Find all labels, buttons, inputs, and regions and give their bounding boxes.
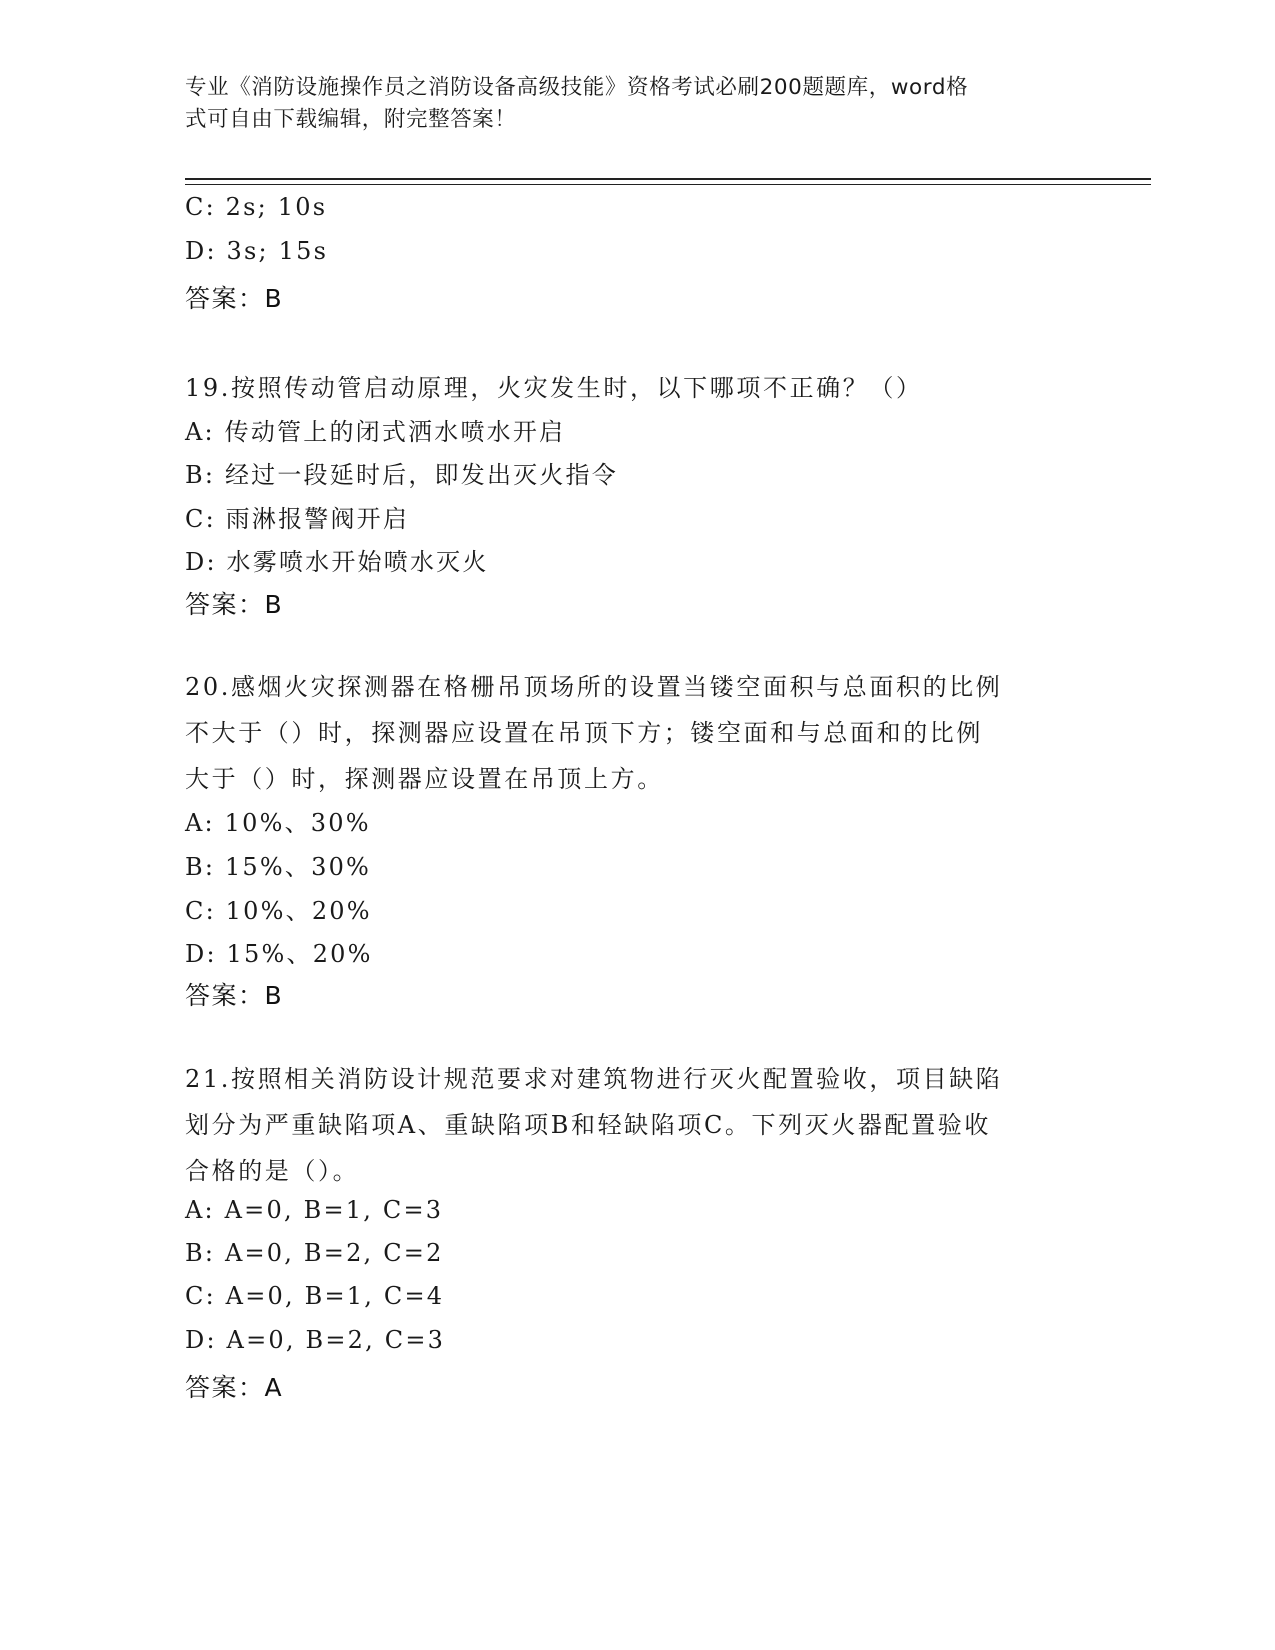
prev-option-d: D: 3s; 15s <box>185 237 329 265</box>
q20-stem <box>185 664 1085 802</box>
prev-answer: 答案：B <box>185 284 284 313</box>
q20-option-a: A: 10%、30% <box>185 809 371 837</box>
q21-option-c: C: A=0, B=1, C=4 <box>185 1282 445 1310</box>
q20-stem-line-3: 大于（）时，探测器应设置在吊顶上方。 <box>185 765 664 793</box>
q21-stem-line-3: 合格的是（）。 <box>185 1157 360 1185</box>
header-divider-thin <box>185 184 1151 185</box>
q20-option-b: B: 15%、30% <box>185 853 372 881</box>
q19-option-b: B: 经过一段延时后，即发出灭火指令 <box>185 461 618 489</box>
q21-stem <box>185 1056 1085 1194</box>
q19-answer: 答案：B <box>185 590 284 619</box>
q21-answer: 答案：A <box>185 1373 284 1402</box>
q20-stem-line-2: 不大于（）时，探测器应设置在吊顶下方；镂空面和与总面和的比例 <box>185 719 983 747</box>
q20-option-c: C: 10%、20% <box>185 897 372 925</box>
q20-stem-line-1: 20.感烟火灾探测器在格栅吊顶场所的设置当镂空面积与总面积的比例 <box>185 673 1003 701</box>
header-divider-thick <box>185 178 1151 180</box>
q20-option-d: D: 15%、20% <box>185 940 373 968</box>
q21-stem-line-2: 划分为严重缺陷项A、重缺陷项B和轻缺陷项C。下列灭火器配置验收 <box>185 1111 991 1139</box>
q21-option-b: B: A=0, B=2, C=2 <box>185 1239 444 1267</box>
q21-stem-line-1: 21.按照相关消防设计规范要求对建筑物进行灭火配置验收，项目缺陷 <box>185 1065 1003 1093</box>
header-title-line-2: 式可自由下载编辑，附完整答案！ <box>185 107 517 132</box>
header-title-line-1: 专业《消防设施操作员之消防设备高级技能》资格考试必刷200题题库，word格 <box>185 75 969 100</box>
q21-option-d: D: A=0, B=2, C=3 <box>185 1326 446 1354</box>
q21-option-a: A: A=0, B=1, C=3 <box>185 1196 444 1224</box>
page-header <box>185 72 1065 136</box>
q19-option-a: A: 传动管上的闭式洒水喷水开启 <box>185 418 566 446</box>
q19-stem: 19.按照传动管启动原理，火灾发生时，以下哪项不正确？（） <box>185 374 923 402</box>
q20-answer: 答案：B <box>185 981 284 1010</box>
q19-option-d: D: 水雾喷水开始喷水灭火 <box>185 548 489 576</box>
q19-option-c: C: 雨淋报警阀开启 <box>185 505 410 533</box>
prev-option-c: C: 2s; 10s <box>185 193 328 221</box>
